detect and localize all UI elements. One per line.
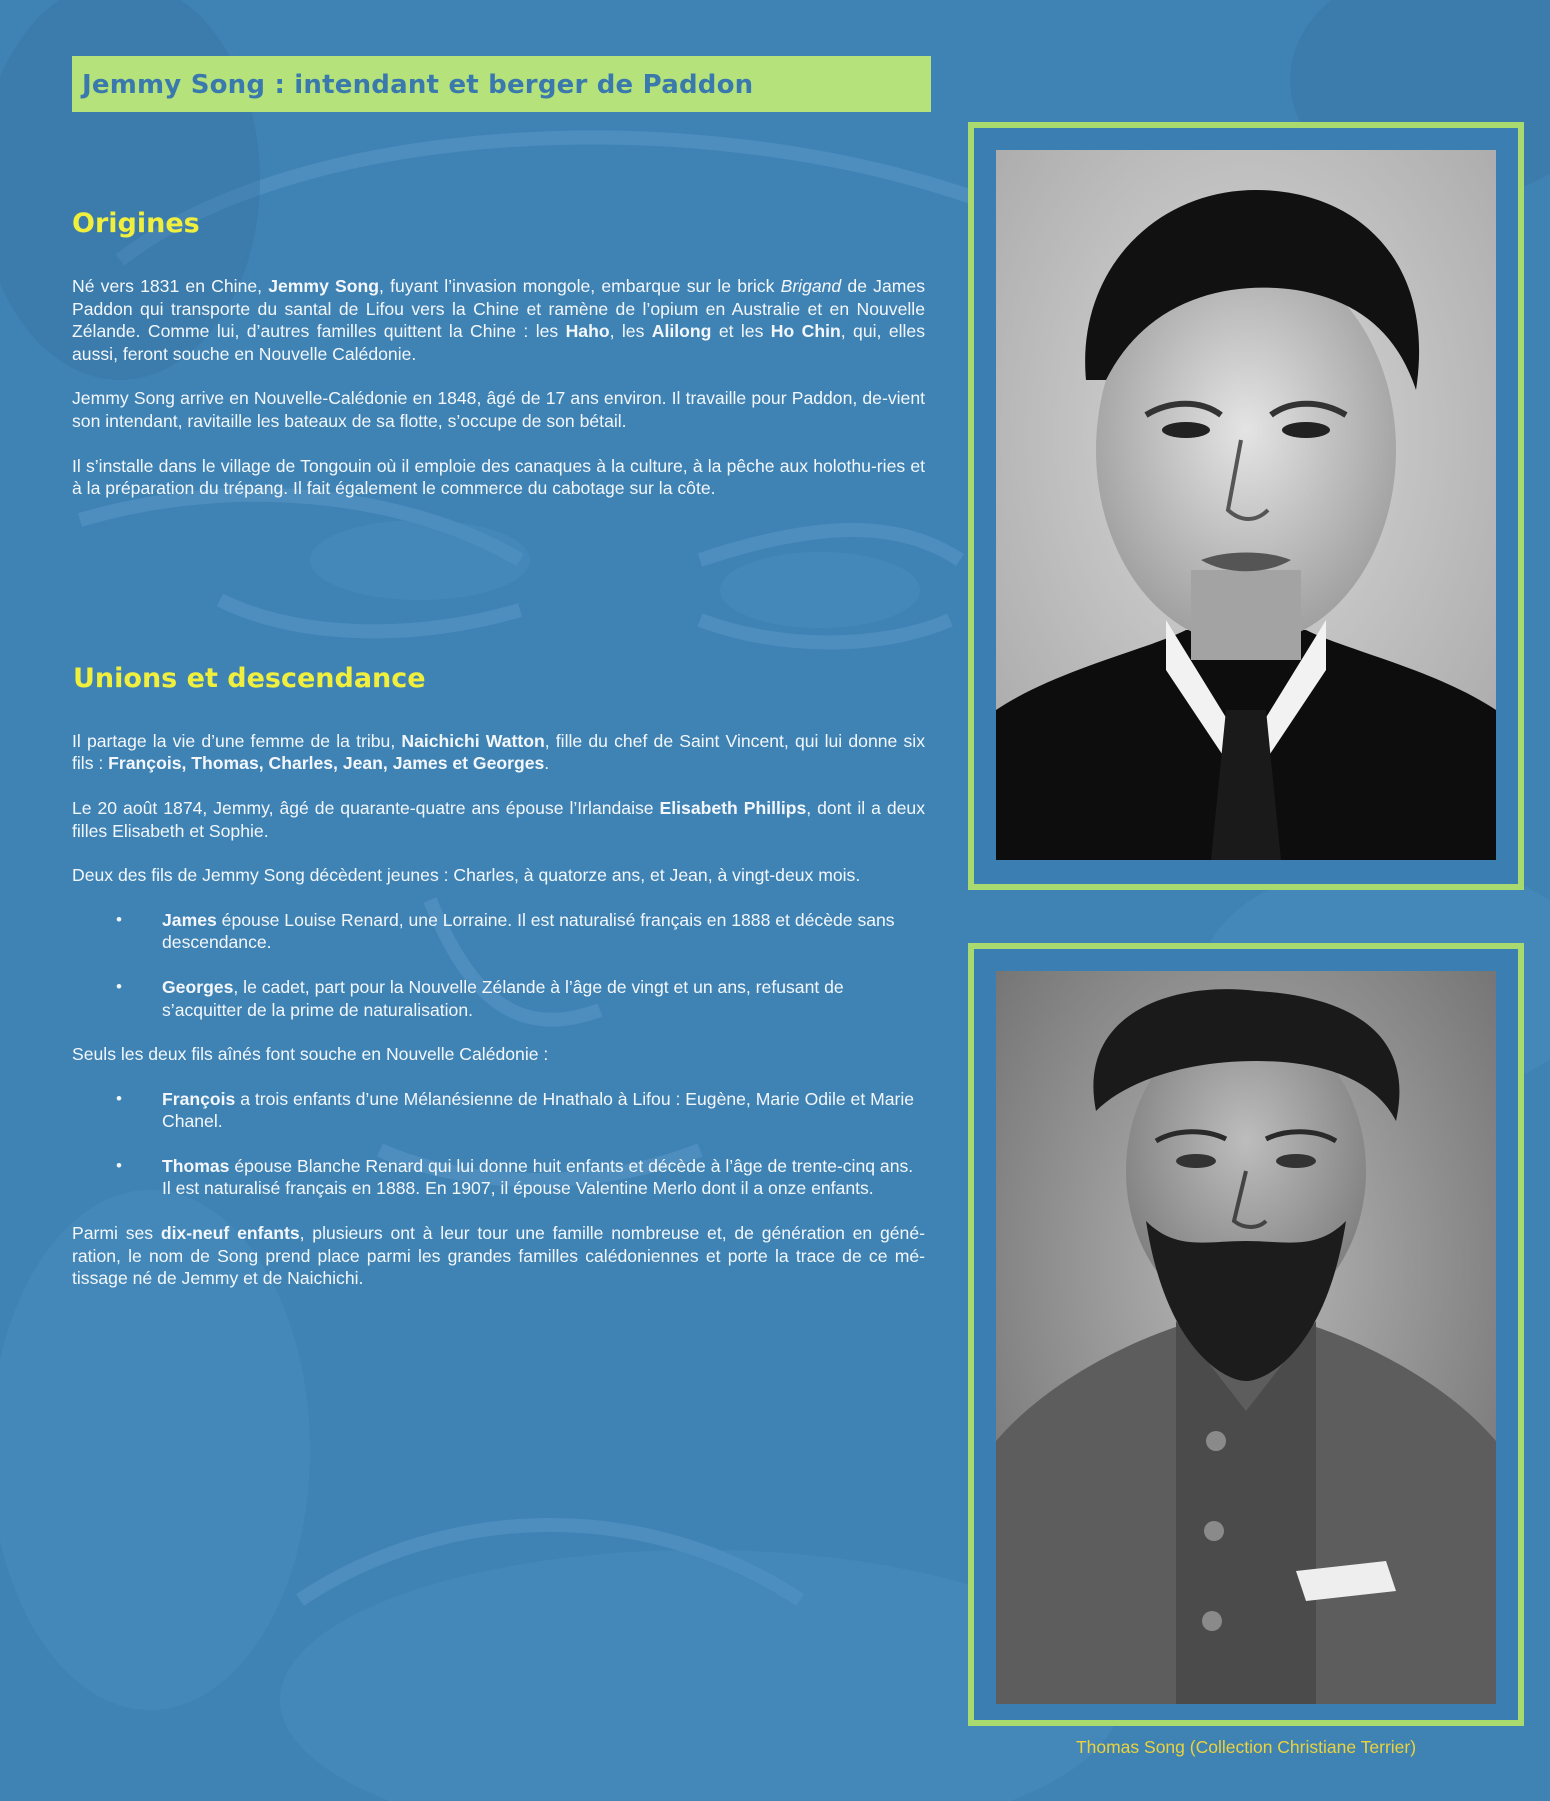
list-item: • Georges, le cadet, part pour la Nouvelle Zélande à l’âge de vingt et un ans, refusant de s’acquitter de la prime de naturalisation. bbox=[72, 976, 925, 1021]
portrait-frame-jemmy bbox=[968, 122, 1524, 890]
portrait-jemmy-song bbox=[996, 150, 1496, 860]
heading-origines: Origines bbox=[72, 208, 200, 239]
paragraph-unions-4: Seuls les deux fils aînés font souche en Nouvelle Calédonie : bbox=[72, 1044, 549, 1065]
main-text bbox=[72, 200, 925, 1290]
paragraph-origines-2: Jemmy Song arrive en Nouvelle-Calédonie en 1848, âgé de 17 ans environ. Il travaille pour Paddon, de-vient son intendant, ravitaille les bateaux de sa flotte, s’occupe de son bétail. bbox=[72, 388, 925, 431]
portrait-frame-thomas bbox=[968, 943, 1524, 1726]
paragraph-unions-3: Deux des fils de Jemmy Song décèdent jeunes : Charles, à quatorze ans, et Jean, à vingt-deux mois. bbox=[72, 865, 861, 886]
page-title: Jemmy Song : intendant et berger de Paddon bbox=[82, 70, 754, 100]
paragraph-unions-5: Parmi ses dix-neuf enfants, plusieurs ont à leur tour une famille nombreuse et, de génération en géné-ration, le nom de Song prend place parmi les grandes familles calédoniennes et porte la trace de ce mé-tissage né de Jemmy et de Naichichi. bbox=[72, 1223, 925, 1289]
paragraph-unions-1: Il partage la vie d’une femme de la tribu, Naichichi Watton, fille du chef de Saint Vincent, qui lui donne six fils : François, Thomas, Charles, Jean, James et Georges. bbox=[72, 730, 925, 774]
paragraph-origines-3: Il s’installe dans le village de Tongouin où il emploie des canaques à la culture, à la pêche aux holothu-ries et à la préparation du trépang. Il fait également le commerce du cabotage sur la côte. bbox=[72, 455, 925, 499]
bullet-list-elder-sons bbox=[72, 1088, 925, 1200]
paragraph-origines-1: Né vers 1831 en Chine, Jemmy Song, fuyant l’invasion mongole, embarque sur le brick Brigand de James Paddon qui transporte du santal de Lifou vers la Chine et ramène de l’opium en Australie et en Nouvelle Zélande. Comme lui, d’autres familles quittent la Chine : les Haho, les Alilong et les Ho Chin, qui, elles aussi, feront souche en Nouvelle Calédonie. bbox=[72, 276, 926, 364]
list-item: • François a trois enfants d’une Mélanésienne de Hnathalo à Lifou : Eugène, Marie Odile et Marie Chanel. bbox=[72, 1088, 925, 1133]
list-item: • James épouse Louise Renard, une Lorraine. Il est naturalisé français en 1888 et décède sans descendance. bbox=[72, 909, 925, 954]
heading-unions: Unions et descendance bbox=[73, 662, 426, 694]
photo-caption: Thomas Song (Collection Christiane Terrier) bbox=[1075, 1737, 1417, 1757]
list-item: • Thomas épouse Blanche Renard qui lui donne huit enfants et décède à l’âge de trente-cinq ans. Il est naturalisé français en 1888. En 1907, il épouse Valentine Merlo dont il a onze enfants. bbox=[72, 1155, 925, 1200]
bullet-list-sons bbox=[72, 909, 925, 1021]
portrait-thomas-song bbox=[996, 971, 1496, 1704]
title-bar bbox=[72, 56, 931, 112]
paragraph-unions-2: Le 20 août 1874, Jemmy, âgé de quarante-quatre ans épouse l’Irlandaise Elisabeth Phillips, dont il a deux filles Elisabeth et Sophie. bbox=[72, 797, 925, 841]
